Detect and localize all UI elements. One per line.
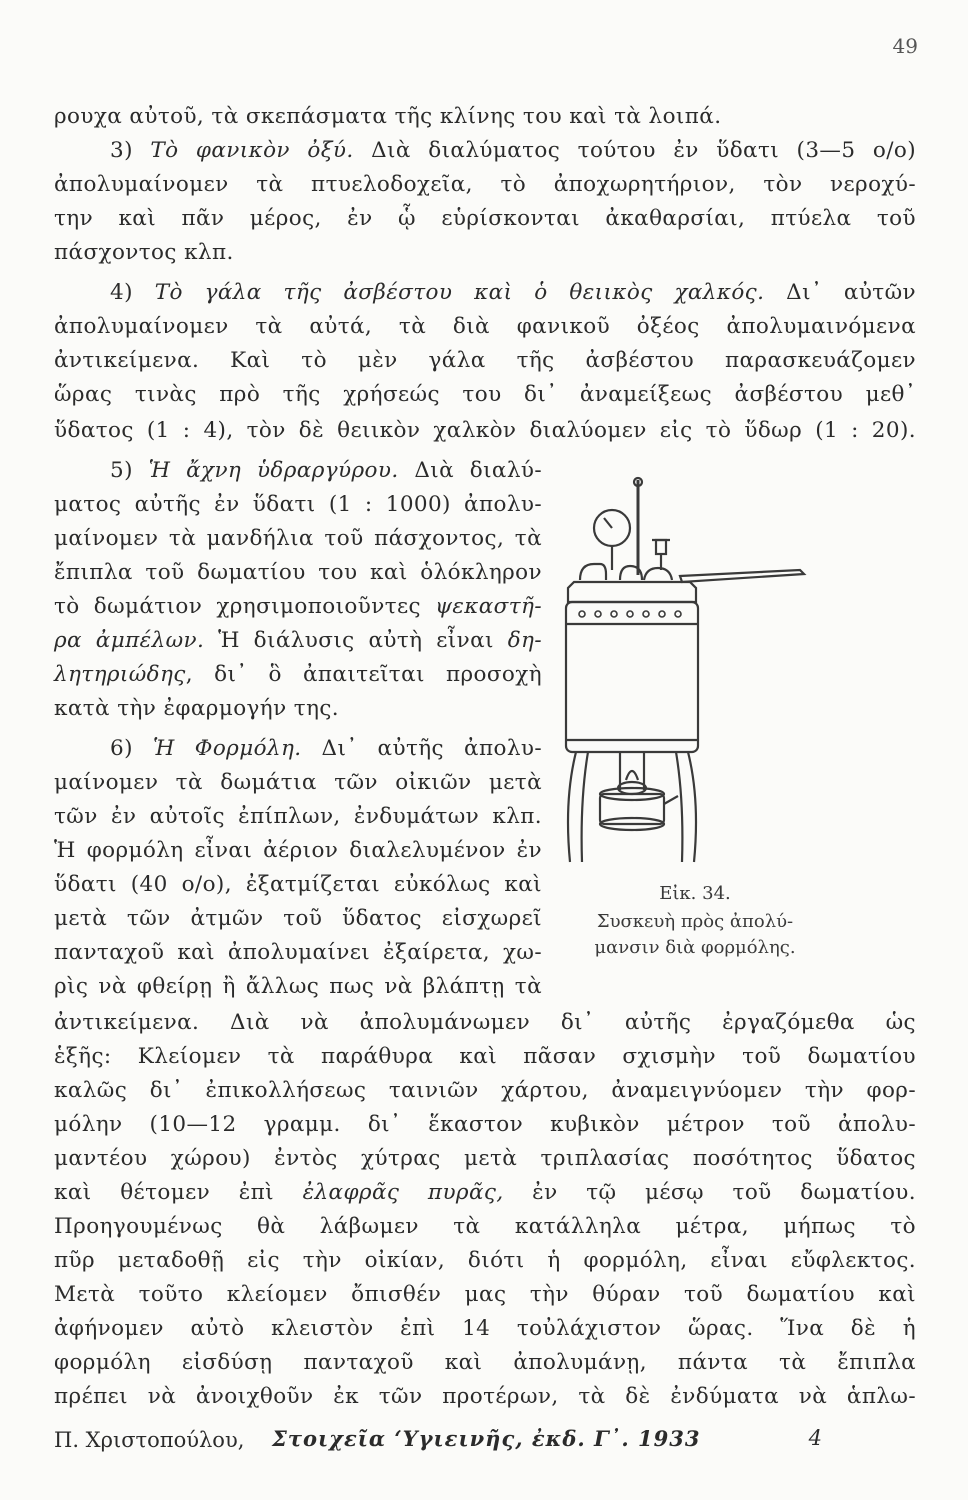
text-line: ρουχα αὐτοῦ, τὰ σκεπάσματα τῆς κλίνης του καὶ τὰ λοιπά. xyxy=(54,104,722,129)
text-line: 6) Ἡ Φορμόλη. Δι᾿ αὐτῆς ἀπολυ- xyxy=(110,736,542,761)
text-line: 5) Ἡ ἄχνη ὑδραργύρου. Διὰ διαλύ- xyxy=(110,458,543,483)
text-line: ἀπολυμαίνομεν τὰ πτυελοδοχεῖα, τὸ ἀποχωρητήριον, τὸν νεροχύ- xyxy=(54,172,916,197)
text-line: πρέπει νὰ ἀνοιχθοῦν ἐκ τῶν προτέρων, τὰ δὲ ἐνδύματα νὰ ἁπλω- xyxy=(54,1384,916,1409)
text-line: καλῶς δι᾿ ἐπικολλήσεως ταινιῶν χάρτου, ἀναμειγνύομεν τὴν φορ- xyxy=(54,1078,916,1103)
text-line: πάσχοντος κλπ. xyxy=(54,240,234,265)
text-line: ἀντικείμενα. Διὰ νὰ ἀπολυμάνωμεν δι᾿ αὐτῆς ἐργαζόμεθα ὡς xyxy=(54,1010,916,1035)
term-mercury: Ἡ ἄχνη ὑδραργύρου. xyxy=(148,458,399,483)
term-lime-copper: Τὸ γάλα τῆς ἀσβέστου καὶ ὁ θειικὸς χαλκός. xyxy=(154,280,765,305)
text-line: ἔπιπλα τοῦ δωματίου του καὶ ὁλόκληρον xyxy=(54,560,542,585)
figure-caption-line: μανσιν διὰ φορμόλης. xyxy=(594,937,796,958)
text-line: τὸ δωμάτιον χρησιμοποιοῦντες ψεκαστῆ- xyxy=(54,594,542,619)
text-line: καὶ θέτομεν ἐπὶ ἐλαφρᾶς πυρᾶς, ἐν τῷ μέσῳ τοῦ δωματίου. xyxy=(54,1180,916,1205)
term-phenol: Τὸ φανικὸν ὀξύ. xyxy=(150,138,354,163)
text-line: ἀφήνομεν αὐτὸ κλειστὸν ἐπὶ 14 τοὐλάχιστον ὥρας. Ἵνα δὲ ἡ xyxy=(54,1316,916,1341)
text-line: 4) Τὸ γάλα τῆς ἀσβέστου καὶ ὁ θειικὸς χαλκός. Δι᾿ αὐτῶν xyxy=(110,280,917,305)
text-line: ματος αὐτῆς ἐν ὕδατι (1 : 1000) ἀπολυ- xyxy=(54,492,542,517)
text-line: ὕδατι (40 ο/ο), ἐξατμίζεται εὐκόλως καὶ xyxy=(54,872,542,897)
text-line: μαντέου χώρου) ἐντὸς χύτρας μετὰ τριπλασίας ποσότητος ὕδατος xyxy=(54,1146,916,1171)
figure-caption-line: Συσκευὴ πρὸς ἀπολύ- xyxy=(596,911,794,932)
text-line: ὕδατος (1 : 4), τὸν δὲ θειικὸν χαλκὸν διαλύομεν εἰς τὸ ὕδωρ (1 : 20). xyxy=(54,418,916,443)
text-line: Ἡ φορμόλη εἶναι ἀέριον διαλελυμένον ἐν xyxy=(54,838,542,863)
text-line: Μετὰ τοῦτο κλείομεν ὄπισθέν μας τὴν θύραν τοῦ δωματίου καὶ xyxy=(54,1282,916,1307)
text-line: μόλην (10—12 γραμμ. δι᾿ ἕκαστον κυβικὸν μέτρον τοῦ ἀπολυ- xyxy=(54,1112,916,1137)
text-line: ἀπολυμαίνομεν τὰ αὐτά, τὰ διὰ φανικοῦ ὀξέος ἀπολυμαινόμενα xyxy=(54,314,916,339)
formalin-apparatus-icon xyxy=(560,470,820,880)
text-line: κατὰ τὴν ἐφαρμογήν της. xyxy=(54,696,340,721)
text-line: ἑξῆς: Κλείομεν τὰ παράθυρα καὶ πᾶσαν σχισμὴν τοῦ δωματίου xyxy=(54,1044,916,1069)
text-line: την καὶ πᾶν μέρος, ἐν ᾧ εὑρίσκονται ἀκαθαρσίαι, πτύελα τοῦ xyxy=(54,206,916,231)
figure-label: Εἰκ. 34. xyxy=(659,883,731,904)
text-line: πῦρ μεταδοθῇ εἰς τὴν οἰκίαν, διότι ἡ φορμόλη, εἶναι εὔφλεκτος. xyxy=(54,1248,916,1273)
footer-sheet-number: 4 xyxy=(808,1426,822,1450)
text-line: ρα ἀμπέλων. Ἡ διάλυσις αὐτὴ εἶναι δη- xyxy=(54,628,542,653)
text-line: ὥρας τινὰς πρὸ τῆς χρήσεώς του δι᾿ ἀναμείξεως ἀσβέστου μεθ᾿ xyxy=(54,382,916,407)
page-number: 49 xyxy=(892,34,918,58)
text-line: μαίνομεν τὰ μανδήλια τοῦ πάσχοντος, τὰ xyxy=(54,526,542,551)
footer-book-title: Στοιχεῖα ʻΥγιεινῆς, ἐκδ. Γ᾿. 1933 xyxy=(272,1426,701,1451)
text-line: 3) Τὸ φανικὸν ὀξύ. Διὰ διαλύματος τούτου ἐν ὕδατι (3—5 ο/ο) xyxy=(110,138,916,163)
text-line: Προηγουμένως θὰ λάβωμεν τὰ κατάλληλα μέτρα, μήπως τὸ xyxy=(54,1214,916,1239)
text-line: τῶν ἐν αὐτοῖς ἐπίπλων, ἐνδυμάτων κλπ. xyxy=(54,804,542,829)
text-line: μετὰ τῶν ἀτμῶν τοῦ ὕδατος εἰσχωρεῖ xyxy=(54,906,542,931)
footer-author: Π. Χριστοπούλου, xyxy=(54,1428,245,1452)
text-line: φορμόλη εἰσδύσῃ πανταχοῦ καὶ ἀπολυμάνῃ, πάντα τὰ ἔπιπλα xyxy=(54,1350,916,1375)
figure-apparatus xyxy=(560,470,820,880)
text-line: λητηριώδης, δι᾿ ὃ ἀπαιτεῖται προσοχὴ xyxy=(54,662,542,687)
text-line: ρὶς νὰ φθείρῃ ἢ ἄλλως πως νὰ βλάπτῃ τὰ xyxy=(54,974,542,999)
term-formalin: Ἡ Φορμόλη. xyxy=(152,736,302,761)
text-line: μαίνομεν τὰ δωμάτια τῶν οἰκιῶν μετὰ xyxy=(54,770,542,795)
text-line: πανταχοῦ καὶ ἀπολυμαίνει ἐξαίρετα, χω- xyxy=(54,940,542,965)
text-line: ἀντικείμενα. Καὶ τὸ μὲν γάλα τῆς ἀσβέστου παρασκευάζομεν xyxy=(54,348,916,373)
